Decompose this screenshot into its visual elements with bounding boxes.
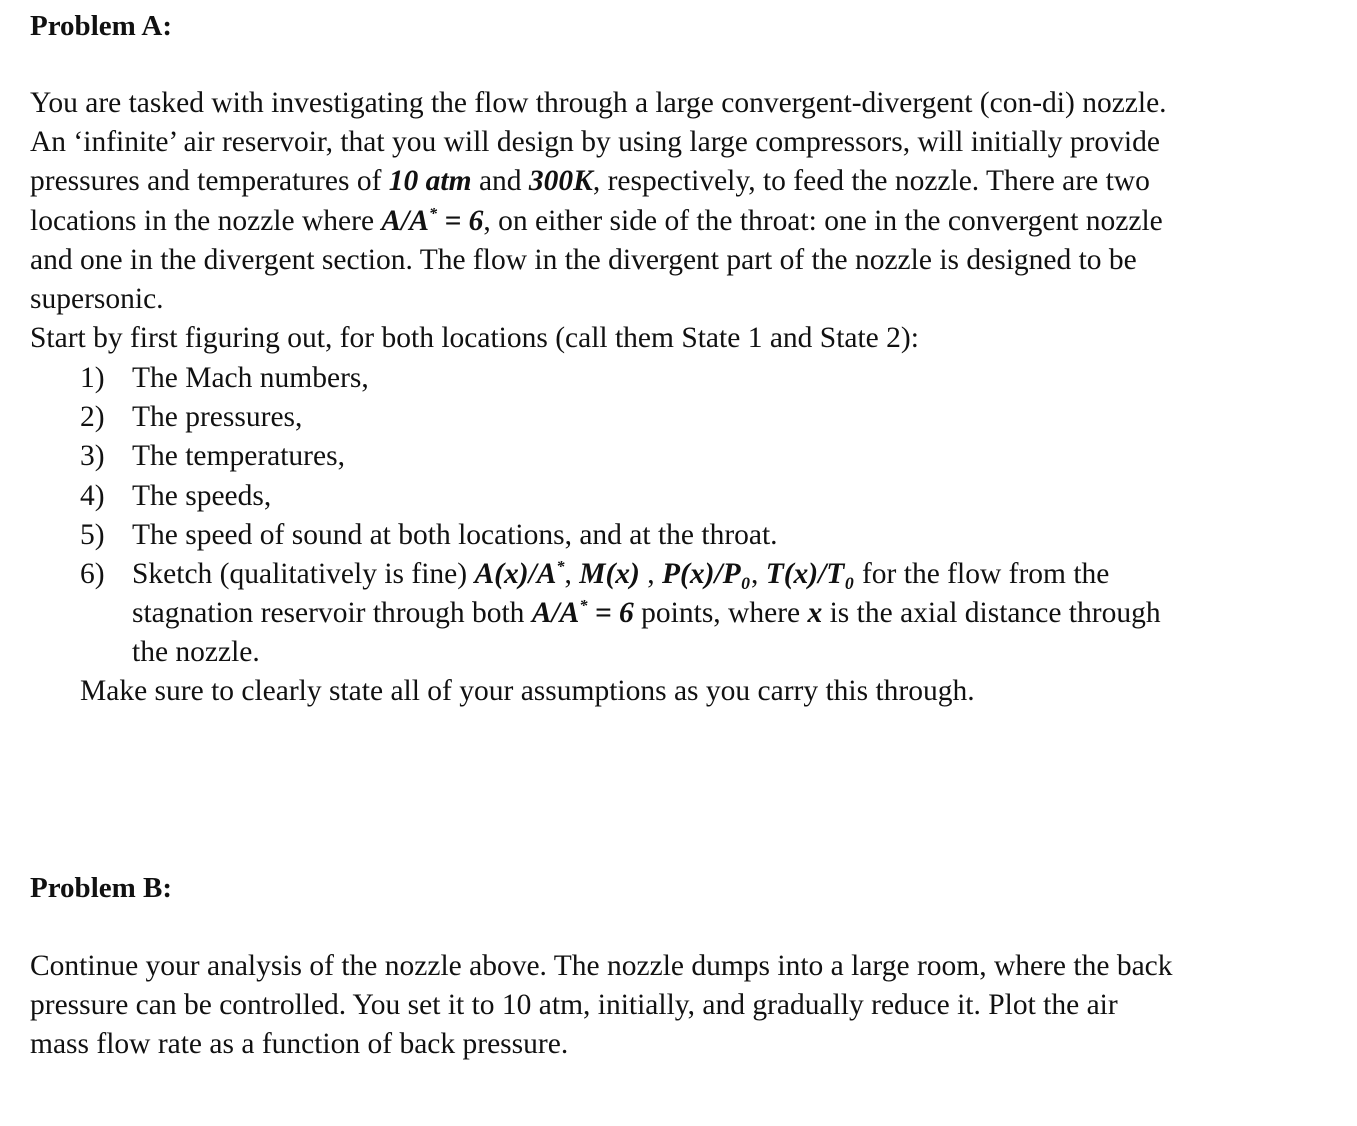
item6-line-2 bbox=[132, 594, 1340, 633]
list-number: 4) bbox=[80, 479, 105, 512]
list-item bbox=[80, 477, 1340, 516]
intro-text: , on either side of the throat: one in the convergent nozzle bbox=[483, 204, 1163, 237]
list-number: 6) bbox=[80, 558, 105, 591]
formula-area-text: A(x)/A bbox=[474, 558, 557, 591]
list-item bbox=[80, 398, 1340, 437]
intro-line-7: Start by first figuring out, for both locations (call them State 1 and State 2): bbox=[30, 322, 919, 355]
problem-b-line-2: pressure can be controlled. You set it to 10 atm, initially, and gradually reduce it. Plot the air bbox=[30, 989, 1118, 1022]
list-number: 1) bbox=[80, 362, 105, 394]
list-text: The Mach numbers, bbox=[132, 362, 369, 394]
item6-text: stagnation reservoir through both bbox=[132, 597, 532, 630]
item6-line-3: the nozzle. bbox=[132, 636, 260, 669]
area-ratio-star: * bbox=[428, 204, 438, 223]
intro-line-6: supersonic. bbox=[30, 283, 164, 316]
list-text: The pressures, bbox=[132, 401, 303, 434]
item6-line-1 bbox=[132, 555, 1340, 594]
intro-line-3 bbox=[30, 162, 1350, 201]
list-item bbox=[80, 516, 1340, 555]
problem-a-heading: Problem A: bbox=[30, 10, 173, 42]
area-ratio bbox=[381, 205, 483, 237]
problem-a-intro bbox=[30, 84, 1350, 358]
intro-line-4 bbox=[30, 202, 1350, 241]
area-ratio-lhs: A/A bbox=[381, 204, 429, 237]
intro-line-2: An ‘infinite’ air reservoir, that you will design by using large compressors, will initially provide bbox=[30, 126, 1160, 159]
reservoir-temperature: 300K bbox=[528, 165, 593, 198]
item6-text: for the flow from the bbox=[854, 558, 1110, 591]
list-item-6 bbox=[80, 555, 1340, 673]
problem-b-line-3: mass flow rate as a function of back pressure. bbox=[30, 1028, 569, 1061]
formula-temperature: T(x)/T₀ bbox=[765, 558, 855, 591]
formula-area-ratio-lhs: A/A bbox=[531, 597, 580, 630]
list-text: The speeds, bbox=[132, 479, 272, 512]
problem-a-closing: Make sure to clearly state all of your assumptions as you carry this through. bbox=[80, 675, 975, 707]
separator: , bbox=[639, 558, 663, 591]
problem-a-list bbox=[80, 359, 1340, 673]
separator: , bbox=[564, 558, 580, 591]
item6-text: points, where bbox=[633, 597, 808, 630]
intro-line-1: You are tasked with investigating the flow through a large convergent-divergent (con-di) nozzle. bbox=[30, 87, 1167, 119]
list-text bbox=[132, 555, 1340, 673]
formula-area-ratio-rhs: = 6 bbox=[587, 597, 634, 630]
formula-pressure: P(x)/P₀ bbox=[662, 558, 751, 591]
item6-text: is the axial distance through bbox=[822, 597, 1161, 630]
list-number: 2) bbox=[80, 401, 105, 434]
list-text: The speed of sound at both locations, and at the throat. bbox=[132, 518, 778, 551]
list-item bbox=[80, 359, 1340, 398]
variable-x: x bbox=[807, 597, 823, 630]
separator: , bbox=[750, 558, 766, 591]
intro-text: and bbox=[471, 165, 529, 198]
formula-mach: M(x) bbox=[579, 558, 640, 591]
formula-area bbox=[474, 558, 564, 590]
problem-b-body bbox=[30, 947, 1350, 1065]
intro-text: locations in the nozzle where bbox=[30, 204, 382, 237]
problem-b-heading: Problem B: bbox=[30, 872, 173, 904]
intro-text: pressures and temperatures of bbox=[30, 165, 389, 198]
intro-line-5: and one in the divergent section. The flow in the divergent part of the nozzle is designed to be bbox=[30, 243, 1137, 276]
area-ratio-rhs: = 6 bbox=[437, 204, 484, 237]
list-text: The temperatures, bbox=[132, 440, 345, 473]
list-item bbox=[80, 437, 1340, 476]
item6-text: Sketch (qualitatively is fine) bbox=[132, 558, 475, 591]
problem-b-line-1: Continue your analysis of the nozzle above. The nozzle dumps into a large room, where the back bbox=[30, 950, 1173, 982]
formula-area-star: * bbox=[556, 557, 565, 576]
formula-area-ratio bbox=[532, 597, 634, 629]
reservoir-pressure: 10 atm bbox=[388, 165, 472, 198]
list-number: 5) bbox=[80, 518, 105, 551]
formula-area-ratio-star: * bbox=[579, 596, 588, 615]
list-number: 3) bbox=[80, 440, 105, 473]
intro-text: , respectively, to feed the nozzle. There are two bbox=[592, 165, 1150, 198]
